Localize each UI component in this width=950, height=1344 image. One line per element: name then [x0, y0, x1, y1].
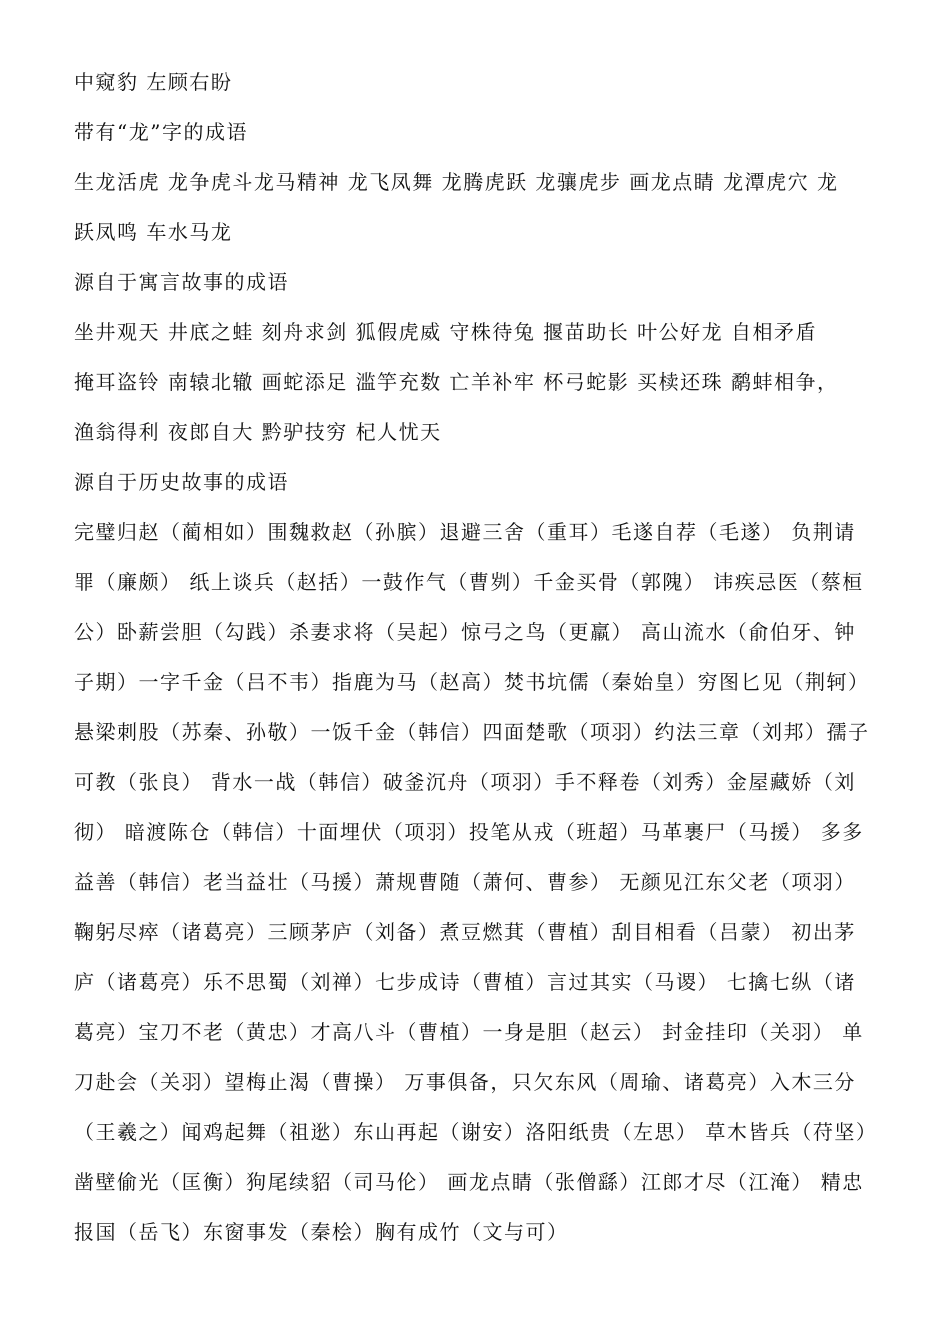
section-heading-fable: 源自于寓言故事的成语: [74, 270, 289, 294]
text-line: 彻） 暗渡陈仓（韩信）十面埋伏（项羽）投笔从戎（班超）马革裹尸（马援） 多多: [74, 820, 864, 844]
text-line: 葛亮）宝刀不老（黄忠）才高八斗（曹植）一身是胆（赵云） 封金挂印（关羽） 单: [74, 1020, 864, 1044]
text-line: 凿壁偷光（匡衡）狗尾续貂（司马伦） 画龙点睛（张僧繇）江郎才尽（江淹） 精忠: [74, 1170, 864, 1194]
text-line: 悬梁刺股（苏秦、孙敬）一饭千金（韩信）四面楚歌（项羽）约法三章（刘邦）孺子: [74, 720, 870, 744]
text-line: 坐井观天 井底之蛙 刻舟求剑 狐假虎威 守株待兔 揠苗助长 叶公好龙 自相矛盾: [74, 320, 818, 344]
document-body: [74, 62, 894, 1262]
text-line: （王羲之）闻鸡起舞（祖逖）东山再起（谢安）洛阳纸贵（左思） 草木皆兵（苻坚）: [74, 1120, 878, 1144]
text-line: 中窥豹 左顾右盼: [74, 70, 233, 94]
text-line: 鞠躬尽瘁（诸葛亮）三顾茅庐（刘备）煮豆燃萁（曹植）刮目相看（吕蒙） 初出茅: [74, 920, 856, 944]
text-line: 完璧归赵（蔺相如）围魏救赵（孙膑）退避三舍（重耳）毛遂自荐（毛遂） 负荆请: [74, 520, 856, 544]
text-line: 益善（韩信）老当益壮（马援）萧规曹随（萧何、曹参） 无颜见江东父老（项羽）: [74, 870, 856, 894]
text-line: 生龙活虎 龙争虎斗龙马精神 龙飞凤舞 龙腾虎跃 龙骧虎步 画龙点睛 龙潭虎穴 龙: [74, 170, 839, 194]
text-line: 可教（张良） 背水一战（韩信）破釜沉舟（项羽）手不释卷（刘秀）金屋藏娇（刘: [74, 770, 856, 794]
text-line: 掩耳盗铃 南辕北辙 画蛇添足 滥竽充数 亡羊补牢 杯弓蛇影 买椟还珠 鹬蚌相争，: [74, 370, 839, 394]
text-line: 渔翁得利 夜郎自大 黔驴技穷 杞人忧天: [74, 420, 442, 444]
text-line: 庐（诸葛亮）乐不思蜀（刘禅）七步成诗（曹植）言过其实（马谡） 七擒七纵（诸: [74, 970, 856, 994]
text-line: 报国（岳飞）东窗事发（秦桧）胸有成竹（文与可）: [74, 1220, 569, 1244]
section-heading-history: 源自于历史故事的成语: [74, 470, 289, 494]
text-line: 刀赴会（关羽）望梅止渴（曹操） 万事俱备，只欠东风（周瑜、诸葛亮）入木三分: [74, 1070, 856, 1094]
text-line: 子期）一字千金（吕不韦）指鹿为马（赵高）焚书坑儒（秦始皇）穷图匕见（荆轲）: [74, 670, 870, 694]
section-heading-dragon: 带有“龙”字的成语: [74, 120, 248, 144]
text-line: 罪（廉颇） 纸上谈兵（赵括）一鼓作气（曹刿）千金买骨（郭隗） 讳疾忌医（蔡桓: [74, 570, 864, 594]
text-line: 跃凤鸣 车水马龙: [74, 220, 233, 244]
text-line: 公）卧薪尝胆（勾践）杀妻求将（吴起）惊弓之鸟（更羸） 高山流水（俞伯牙、钟: [74, 620, 856, 644]
